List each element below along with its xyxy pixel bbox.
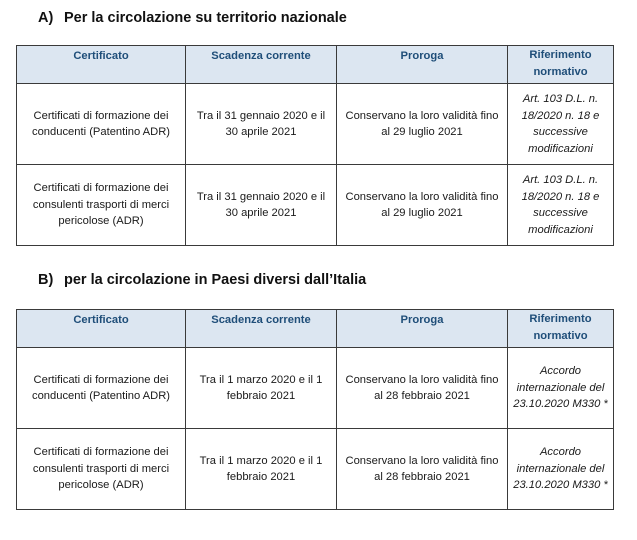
header-riferimento-normativo: Riferimento normativo [508,310,614,348]
cell-proroga: Conservano la loro validità fino al 28 febbraio 2021 [337,429,508,510]
cell-proroga: Conservano la loro validità fino al 29 luglio 2021 [337,84,508,165]
cell-certificato: Certificati di formazione dei consulenti trasporti di merci pericolose (ADR) [17,165,186,246]
cell-certificato: Certificati di formazione dei conducenti (Patentino ADR) [17,348,186,429]
section-b-letter: B) [38,272,54,288]
section-a-title [38,10,347,26]
header-scadenza-corrente: Scadenza corrente [186,310,337,348]
table-header-row [17,46,614,84]
table-circolazione-estero [16,309,614,510]
table-row [17,429,614,510]
cell-riferimento: Art. 103 D.L. n. 18/2020 n. 18 e successive modificazioni [508,84,614,165]
cell-scadenza: Tra il 31 gennaio 2020 e il 30 aprile 2021 [186,165,337,246]
cell-riferimento: Accordo internazionale del 23.10.2020 M330 * [508,429,614,510]
cell-proroga: Conservano la loro validità fino al 29 luglio 2021 [337,165,508,246]
section-b-title-text: per la circolazione in Paesi diversi dall’Italia [64,272,367,288]
section-a-title-text: Per la circolazione su territorio nazionale [64,10,347,26]
cell-certificato: Certificati di formazione dei conducenti (Patentino ADR) [17,84,186,165]
table-row [17,165,614,246]
section-b-title [38,272,366,288]
header-proroga: Proroga [337,46,508,84]
section-a-letter: A) [38,10,54,26]
cell-scadenza: Tra il 1 marzo 2020 e il 1 febbraio 2021 [186,348,337,429]
table-header-row [17,310,614,348]
header-proroga: Proroga [337,310,508,348]
cell-riferimento: Accordo internazionale del 23.10.2020 M330 * [508,348,614,429]
header-certificato: Certificato [17,46,186,84]
cell-scadenza: Tra il 1 marzo 2020 e il 1 febbraio 2021 [186,429,337,510]
table-row [17,348,614,429]
table-row [17,84,614,165]
header-riferimento-normativo: Riferimento normativo [508,46,614,84]
table-circolazione-nazionale [16,45,614,246]
cell-scadenza: Tra il 31 gennaio 2020 e il 30 aprile 2021 [186,84,337,165]
cell-certificato: Certificati di formazione dei consulenti trasporti di merci pericolose (ADR) [17,429,186,510]
cell-riferimento: Art. 103 D.L. n. 18/2020 n. 18 e successive modificazioni [508,165,614,246]
header-scadenza-corrente: Scadenza corrente [186,46,337,84]
cell-proroga: Conservano la loro validità fino al 28 febbraio 2021 [337,348,508,429]
header-certificato: Certificato [17,310,186,348]
